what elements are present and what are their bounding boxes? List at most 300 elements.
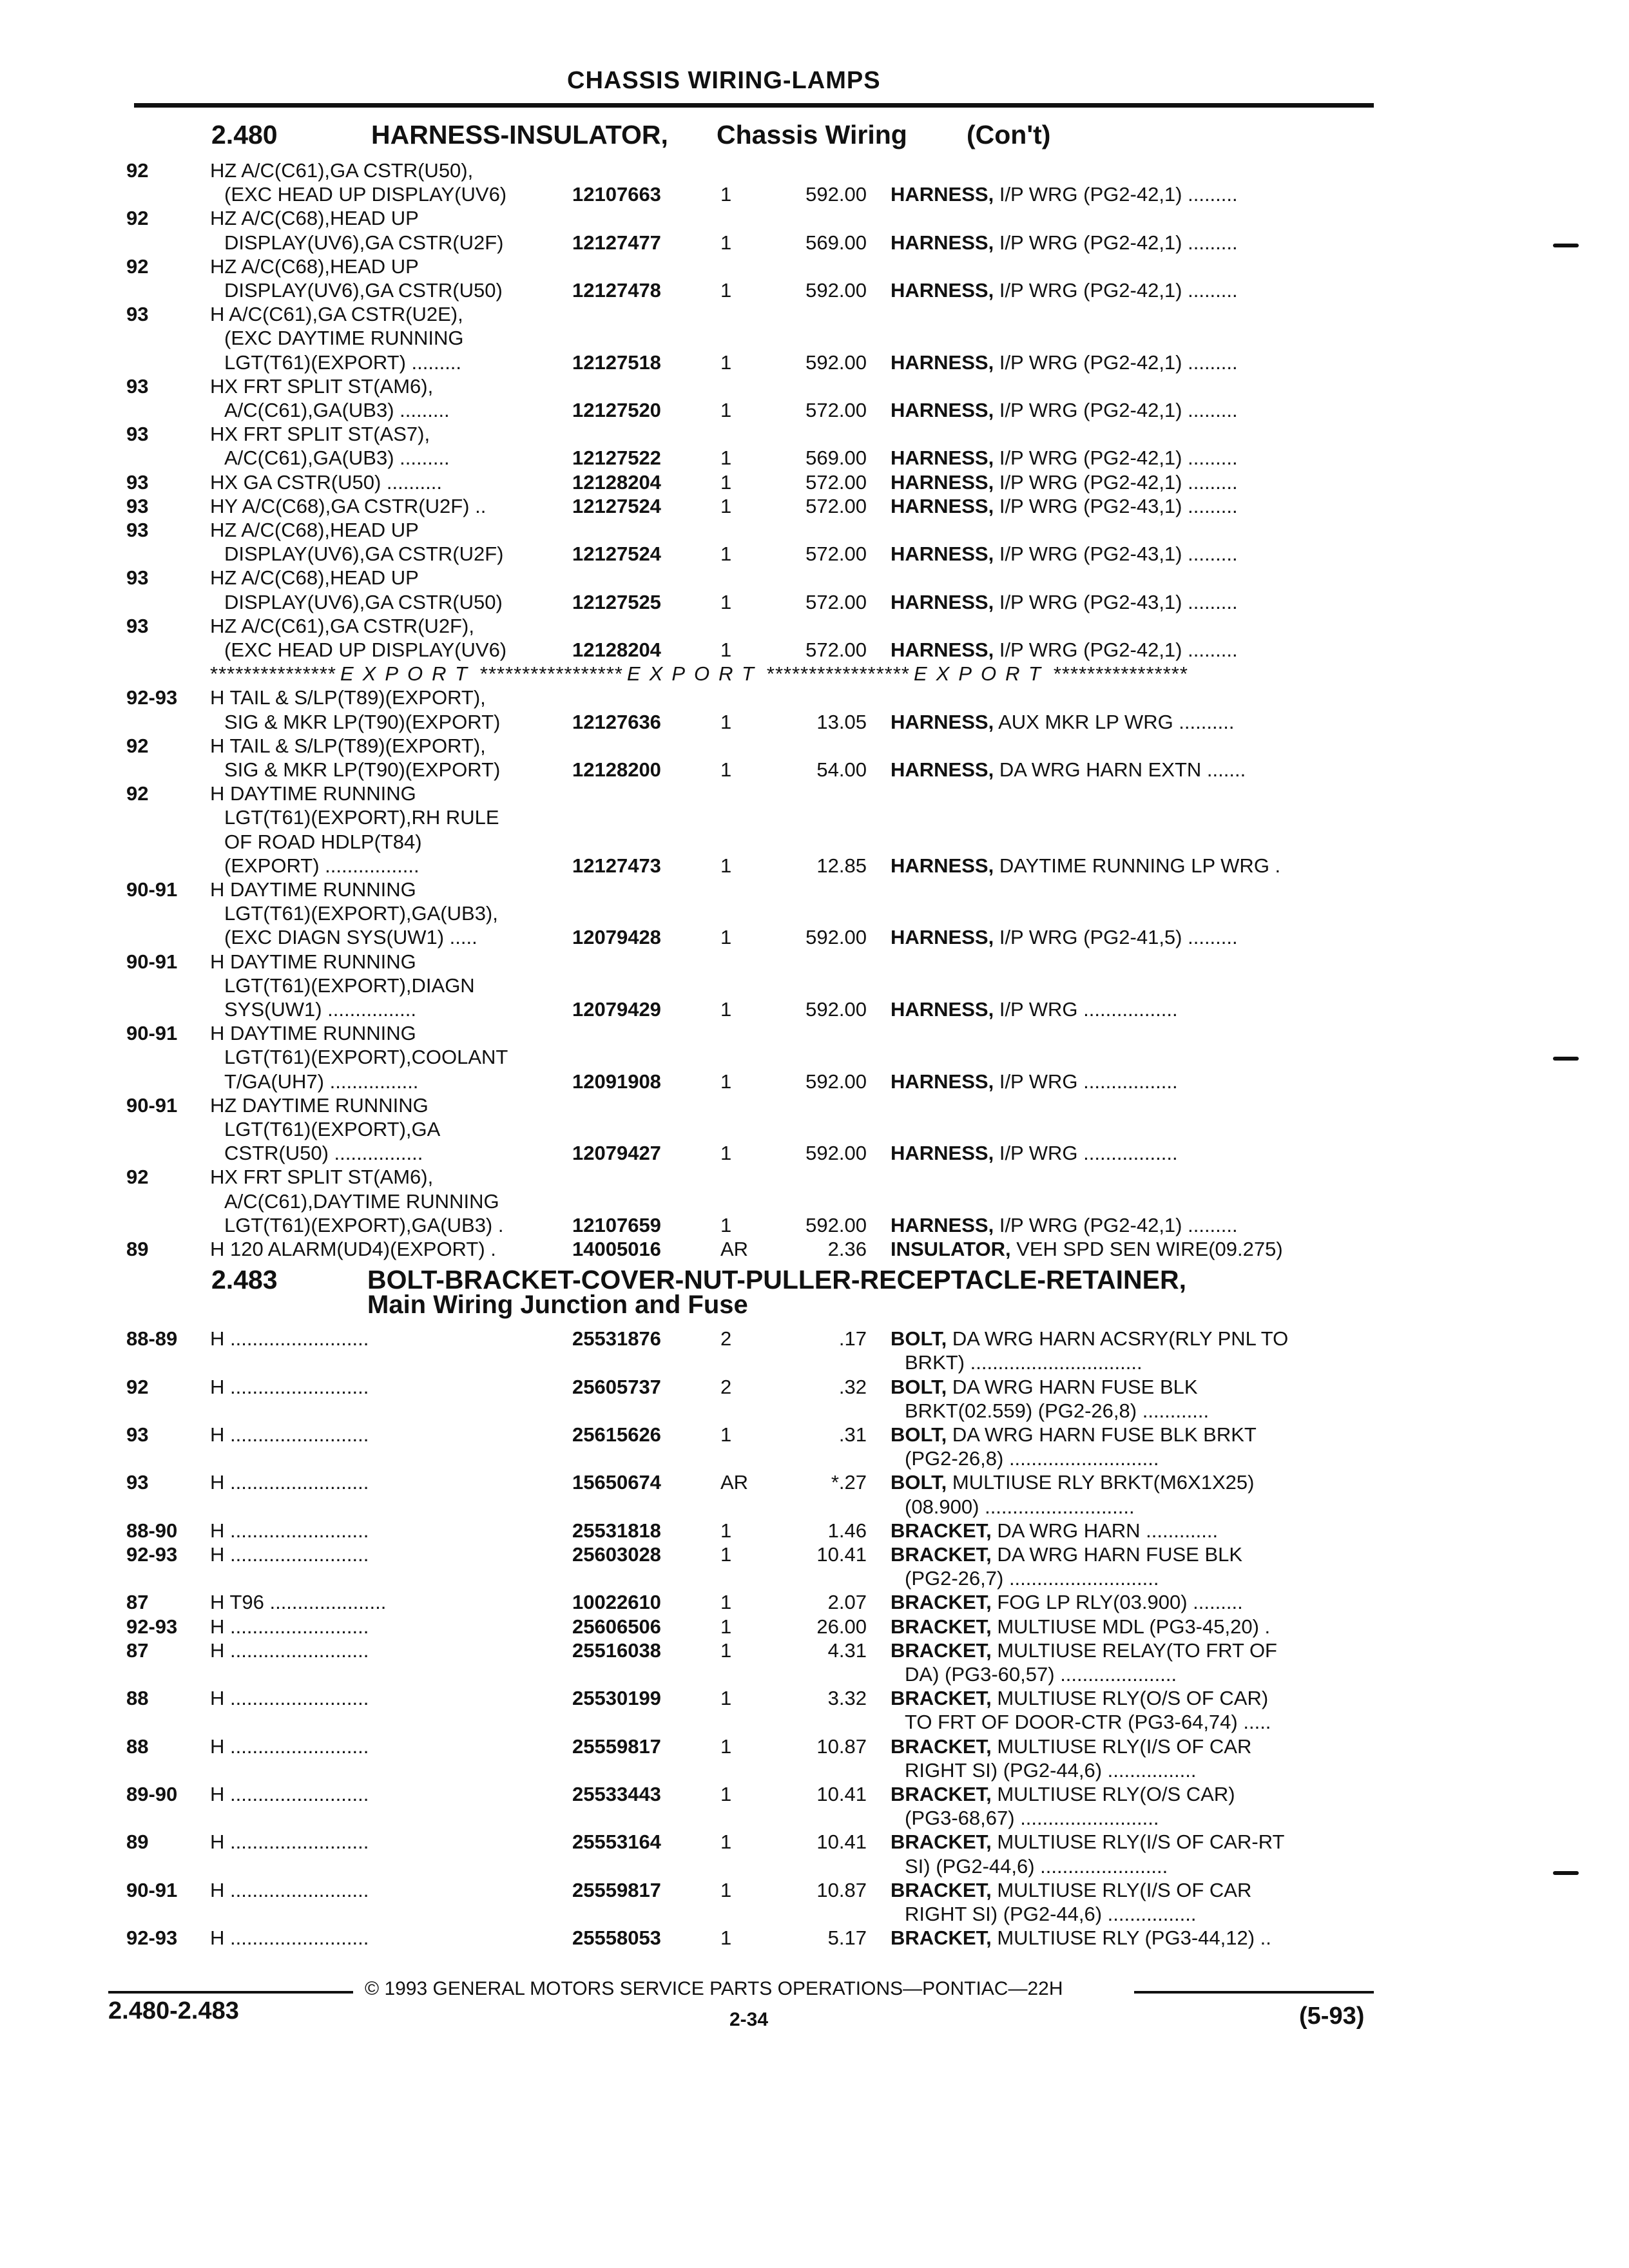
price: 3.32 [827,1687,867,1710]
price: 572.00 [805,494,867,517]
model-year: 89 [126,1831,149,1854]
application-description: H ......................... [210,1783,369,1805]
section-number: 2.483 [211,1265,278,1295]
application-description: CSTR(U50) ................ [224,1142,423,1165]
part-detail: DA WRG HARN ............. [997,1519,1219,1542]
part-detail: I/P WRG (PG2-42,1) ......... [999,351,1238,374]
application-description: (EXC DIAGN SYS(UW1) ..... [224,926,477,949]
part-noun: BOLT, [891,1327,947,1350]
part-name-continued: (PG2-26,7) ........................... [905,1567,1159,1590]
application-description: H ......................... [210,1519,369,1542]
margin-mark [1553,1871,1579,1875]
list-item [0,470,1629,494]
application-description: LGT(T61)(EXPORT) ......... [224,351,462,374]
part-noun: BRACKET, [891,1639,992,1662]
part-noun: HARNESS, [891,399,994,421]
list-item [0,374,1629,398]
part-name [891,1423,1257,1446]
part-noun: HARNESS, [891,470,994,494]
application-description: HZ DAYTIME RUNNING [210,1093,429,1117]
quantity: 1 [720,1213,732,1236]
quantity: 1 [720,470,732,494]
application-description: HZ A/C(C61),GA CSTR(U2F), [210,614,474,637]
part-name [891,470,1238,494]
export-label: EXPORT [913,662,1050,686]
quantity: 1 [720,1639,732,1662]
model-year: 92-93 [126,1543,178,1566]
model-year: 92-93 [126,686,178,709]
part-number: 25531818 [572,1519,661,1542]
list-item [0,1758,1629,1782]
quantity: 1 [720,1519,732,1542]
model-year: 90-91 [126,1022,178,1045]
part-name [891,494,1238,518]
part-detail: MULTIUSE RLY BRKT(M6X1X25) [952,1471,1255,1494]
part-name [891,1327,1288,1350]
part-detail: I/P WRG (PG2-42,1) ......... [999,639,1238,661]
list-item [0,1566,1629,1590]
application-description: H 120 ALARM(UD4)(EXPORT) . [210,1238,496,1260]
model-year: 90-91 [126,1093,178,1117]
part-number: 25530199 [572,1687,661,1710]
list-item [0,1878,1629,1902]
model-year: 89-90 [126,1783,178,1805]
footer-rule-left [108,1991,353,1994]
list-item [0,1854,1629,1878]
model-year: 92 [126,1166,149,1189]
part-detail: I/P WRG ................. [999,1070,1178,1093]
model-year: 93 [126,303,149,326]
model-year: 92-93 [126,1615,178,1638]
part-number: 12127524 [572,494,661,517]
part-number: 12107663 [572,183,661,206]
part-name [891,1070,1178,1093]
price: 592.00 [805,183,867,206]
part-name [891,1375,1198,1399]
model-year: 87 [126,1591,149,1614]
part-noun: BRACKET, [891,1543,992,1566]
top-rule [134,103,1374,108]
part-detail: MULTIUSE RLY (PG3-44,12) .. [997,1927,1271,1950]
part-number: 12127525 [572,590,661,613]
part-noun: BOLT, [891,1375,947,1398]
list-item [0,302,1629,326]
part-number: 25559817 [572,1878,661,1901]
quantity: 1 [720,590,732,613]
list-item [0,255,1629,278]
section-subtitle: Main Wiring Junction and Fuse [367,1291,748,1320]
list-item [0,231,1629,255]
quantity: 2 [720,1327,732,1350]
list-item [0,1189,1629,1213]
export-divider: *************** EXPORT ***************** EXPORT ***************** EXPORT **************** [210,662,1188,686]
part-name [891,1830,1284,1854]
quantity: 1 [720,1927,732,1950]
list-item [0,398,1629,422]
export-label: EXPORT [340,662,476,686]
part-name-continued: (PG2-26,8) ........................... [905,1447,1159,1470]
part-detail: I/P WRG (PG2-42,1) ......... [999,1213,1238,1236]
price: 572.00 [805,543,867,566]
part-number: 15650674 [572,1471,661,1494]
part-noun: BRACKET, [891,1687,992,1710]
application-description: (EXC DAYTIME RUNNING [224,327,464,350]
part-noun: HARNESS, [891,279,994,302]
application-description: HZ A/C(C61),GA CSTR(U50), [210,159,474,182]
section-subtitle: Chassis Wiring [717,120,907,149]
application-description: H ......................... [210,1375,369,1398]
model-year: 87 [126,1639,149,1662]
application-description: H ......................... [210,1878,369,1901]
part-detail: MULTIUSE RLY(I/S OF CAR-RT [997,1831,1285,1854]
part-number: 12127524 [572,543,661,566]
part-detail: I/P WRG (PG2-42,1) ......... [999,279,1238,302]
price: 10.41 [816,1783,867,1805]
quantity: 1 [720,231,732,254]
list-item [0,1519,1629,1542]
list-item [0,182,1629,206]
part-number: 12127518 [572,351,661,374]
price: 592.00 [805,998,867,1021]
application-description: A/C(C61),DAYTIME RUNNING [224,1189,499,1213]
list-item [0,950,1629,974]
part-detail: I/P WRG ................. [999,998,1178,1021]
model-year: 90-91 [126,950,178,973]
part-name [891,997,1178,1021]
part-number: 12079427 [572,1142,661,1165]
model-year: 93 [126,470,149,494]
part-detail: I/P WRG (PG2-43,1) ......... [999,494,1238,517]
price: 569.00 [805,231,867,254]
list-item [0,1639,1629,1662]
quantity: 1 [720,758,732,781]
list-item [0,1926,1629,1950]
quantity: 1 [720,351,732,374]
part-name [891,398,1238,422]
part-number: 25603028 [572,1543,661,1566]
part-name [891,1519,1218,1542]
application-description: DISPLAY(UV6),GA CSTR(U50) [224,590,503,613]
part-detail: AUX MKR LP WRG .......... [998,710,1235,733]
quantity: 1 [720,399,732,421]
list-item [0,925,1629,949]
application-description: H ......................... [210,1327,369,1350]
list-item [0,1495,1629,1519]
application-description: LGT(T61)(EXPORT),GA(UB3) . [224,1213,504,1236]
price: 592.00 [805,1213,867,1236]
part-number: 12127520 [572,399,661,421]
application-description: H ......................... [210,1423,369,1446]
part-detail: DA WRG HARN FUSE BLK [952,1375,1198,1398]
price: 592.00 [805,926,867,949]
model-year: 93 [126,1471,149,1494]
part-name [891,854,1280,878]
part-noun: HARNESS, [891,758,994,781]
page-title: CHASSIS WIRING-LAMPS [567,67,881,94]
part-noun: HARNESS, [891,998,994,1021]
list-item [0,1350,1629,1374]
application-description: HX GA CSTR(U50) .......... [210,470,443,494]
model-year: 93 [126,1423,149,1446]
section-title: BOLT-BRACKET-COVER-NUT-PULLER-RECEPTACLE-RETAINER, [367,1265,1186,1295]
list-item [0,1237,1629,1261]
part-detail: MULTIUSE RLY(I/S OF CAR [997,1735,1252,1758]
part-name-continued: (08.900) ........................... [905,1495,1135,1518]
application-description: HX FRT SPLIT ST(AM6), [210,374,434,398]
application-description: HY A/C(C68),GA CSTR(U2F) .. [210,494,487,517]
price: 2.36 [827,1238,867,1260]
application-description: DISPLAY(UV6),GA CSTR(U2F) [224,543,504,566]
model-year: 92 [126,255,149,278]
list-item [0,686,1629,709]
quantity: 1 [720,1735,732,1758]
list-item [0,614,1629,638]
application-description: (EXPORT) ................. [224,854,419,877]
footer-rule-right [1134,1991,1374,1994]
part-number: 14005016 [572,1238,661,1260]
part-name [891,1926,1271,1950]
price: .32 [838,1375,867,1398]
part-number: 25533443 [572,1783,661,1805]
price: 572.00 [805,470,867,494]
part-noun: BRACKET, [891,1831,992,1854]
part-noun: INSULATOR, [891,1238,1011,1260]
part-detail: I/P WRG (PG2-42,1) ......... [999,399,1238,421]
model-year: 92 [126,159,149,182]
price: 572.00 [805,590,867,613]
application-description: OF ROAD HDLP(T84) [224,830,422,853]
list-item [0,1735,1629,1758]
part-noun: BRACKET, [891,1783,992,1805]
price: 572.00 [805,399,867,421]
list-item [0,1117,1629,1141]
price: .31 [838,1423,867,1446]
list-item [0,638,1629,662]
list-item [0,1213,1629,1237]
list-item [0,782,1629,805]
list-item [0,1590,1629,1614]
price: 26.00 [816,1615,867,1638]
list-item [0,590,1629,614]
price: 13.05 [816,710,867,733]
part-number: 25606506 [572,1615,661,1638]
application-description: LGT(T61)(EXPORT),GA(UB3), [224,902,498,925]
quantity: 1 [720,1543,732,1566]
quantity: 1 [720,1615,732,1638]
list-item [0,854,1629,878]
model-year: 92 [126,1375,149,1398]
part-number: 25559817 [572,1735,661,1758]
part-noun: BRACKET, [891,1615,992,1638]
part-number: 25615626 [572,1423,661,1446]
application-description: A/C(C61),GA(UB3) ......... [224,399,450,421]
part-number: 12127636 [572,710,661,733]
part-detail: I/P WRG (PG2-43,1) ......... [999,543,1238,566]
quantity: 1 [720,1142,732,1165]
model-year: 93 [126,494,149,517]
price: 4.31 [827,1639,867,1662]
application-description: (EXC HEAD UP DISPLAY(UV6) [224,183,507,206]
quantity: 1 [720,183,732,206]
footer-copyright: © 1993 GENERAL MOTORS SERVICE PARTS OPERATIONS—PONTIAC—22H [365,1978,1063,1999]
part-noun: BRACKET, [891,1878,992,1901]
part-name [891,638,1238,662]
application-description: H ......................... [210,1927,369,1950]
application-description: HZ A/C(C68),HEAD UP [210,566,419,590]
application-description: SYS(UW1) ................ [224,998,416,1021]
model-year: 93 [126,374,149,398]
quantity: 1 [720,926,732,949]
part-noun: HARNESS, [891,926,994,949]
part-detail: MULTIUSE RLY(I/S OF CAR [997,1878,1252,1901]
application-description: LGT(T61)(EXPORT),RH RULE [224,806,499,829]
application-description: SIG & MKR LP(T90)(EXPORT) [224,710,501,733]
quantity: 1 [720,543,732,566]
application-description: LGT(T61)(EXPORT),COOLANT [224,1046,508,1069]
model-year: 92 [126,734,149,757]
list-item [0,494,1629,518]
part-number: 12107659 [572,1213,661,1236]
list-item [0,566,1629,590]
part-detail: FOG LP RLY(03.900) ......... [997,1591,1243,1614]
part-number: 25558053 [572,1927,661,1950]
price: .17 [838,1327,867,1350]
part-noun: HARNESS, [891,447,994,470]
quantity: 1 [720,1423,732,1446]
part-number: 25605737 [572,1375,661,1398]
list-item [0,278,1629,302]
part-noun: HARNESS, [891,639,994,661]
price: 10.41 [816,1543,867,1566]
price: 10.87 [816,1735,867,1758]
part-number: 25531876 [572,1327,661,1350]
part-noun: HARNESS, [891,231,994,254]
application-description: LGT(T61)(EXPORT),GA [224,1118,441,1140]
quantity: 1 [720,998,732,1021]
part-detail: VEH SPD SEN WIRE(09.275) [1016,1238,1283,1260]
part-detail: MULTIUSE RLY(O/S CAR) [997,1783,1235,1805]
part-noun: BOLT, [891,1471,947,1494]
list-item [0,878,1629,901]
part-detail: I/P WRG (PG2-42,1) ......... [999,231,1238,254]
application-description: H ......................... [210,1543,369,1566]
application-description: LGT(T61)(EXPORT),DIAGN [224,974,475,997]
part-detail: DA WRG HARN ACSRY(RLY PNL TO [952,1327,1289,1350]
model-year: 92-93 [126,1927,178,1950]
application-description: DISPLAY(UV6),GA CSTR(U50) [224,279,503,302]
quantity: 1 [720,1687,732,1710]
part-name [891,1470,1254,1494]
list-item [0,542,1629,566]
application-description: H DAYTIME RUNNING [210,950,416,973]
list-item [0,1165,1629,1189]
list-item [0,1830,1629,1854]
section-number: 2.480 [211,120,278,149]
part-detail: I/P WRG (PG2-42,1) ......... [999,470,1238,494]
part-name [891,1590,1243,1614]
list-item [0,758,1629,782]
list-item [0,1542,1629,1566]
export-label: EXPORT [626,662,763,686]
part-noun: HARNESS, [891,710,994,733]
list-item [0,518,1629,542]
list-item [0,1375,1629,1399]
part-name [891,1735,1251,1758]
part-name [891,1213,1238,1237]
part-name [891,351,1238,374]
part-detail: I/P WRG (PG2-41,5) ......... [999,926,1238,949]
price: 569.00 [805,447,867,470]
list-item [0,974,1629,997]
list-item [0,351,1629,374]
list-item [0,1806,1629,1830]
price: *.27 [831,1471,867,1494]
part-detail: DAYTIME RUNNING LP WRG . [999,854,1281,877]
part-name [891,1639,1277,1662]
part-noun: BOLT, [891,1423,947,1446]
part-name [891,1878,1251,1902]
part-detail: DA WRG HARN FUSE BLK [997,1543,1243,1566]
part-noun: BRACKET, [891,1735,992,1758]
part-noun: HARNESS, [891,1142,994,1165]
part-number: 25516038 [572,1639,661,1662]
part-number: 12128200 [572,758,661,781]
part-name [891,542,1238,566]
application-description: H TAIL & S/LP(T89)(EXPORT), [210,686,486,709]
part-number: 12128204 [572,470,661,494]
list-item [0,1327,1629,1350]
application-description: A/C(C61),GA(UB3) ......... [224,447,450,470]
application-description: HZ A/C(C68),HEAD UP [210,255,419,278]
application-description: H TAIL & S/LP(T89)(EXPORT), [210,734,486,757]
price: 2.07 [827,1591,867,1614]
part-name-continued: RIGHT SI) (PG2-44,6) ................ [905,1903,1197,1925]
application-description: H A/C(C61),GA CSTR(U2E), [210,303,463,326]
part-name [891,758,1246,782]
part-noun: HARNESS, [891,494,994,517]
part-number: 12079429 [572,998,661,1021]
quantity: 1 [720,447,732,470]
part-noun: HARNESS, [891,183,994,206]
part-noun: HARNESS, [891,854,994,877]
part-name-continued: DA) (PG3-60,57) ..................... [905,1663,1177,1686]
quantity: 1 [720,1878,732,1901]
part-noun: HARNESS, [891,351,994,374]
list-item [0,997,1629,1021]
part-number: 12091908 [572,1070,661,1093]
list-item [0,206,1629,230]
application-description: DISPLAY(UV6),GA CSTR(U2F) [224,231,504,254]
price: 592.00 [805,1142,867,1165]
price: 592.00 [805,279,867,302]
application-description: H T96 ..................... [210,1591,387,1614]
list-item [0,1782,1629,1806]
price: 592.00 [805,351,867,374]
list-item [0,446,1629,470]
application-description: HX FRT SPLIT ST(AS7), [210,423,430,446]
part-name-continued: RIGHT SI) (PG2-44,6) ................ [905,1758,1197,1782]
model-year: 89 [126,1238,149,1260]
part-noun: BRACKET, [891,1927,992,1950]
part-detail: MULTIUSE MDL (PG3-45,20) . [997,1615,1271,1638]
footer-page-number: 2-34 [729,2009,769,2030]
part-name [891,590,1238,614]
list-item [0,710,1629,734]
part-detail: MULTIUSE RELAY(TO FRT OF [997,1639,1277,1662]
price: 1.46 [827,1519,867,1542]
quantity: 2 [720,1375,732,1398]
list-item [0,159,1629,182]
